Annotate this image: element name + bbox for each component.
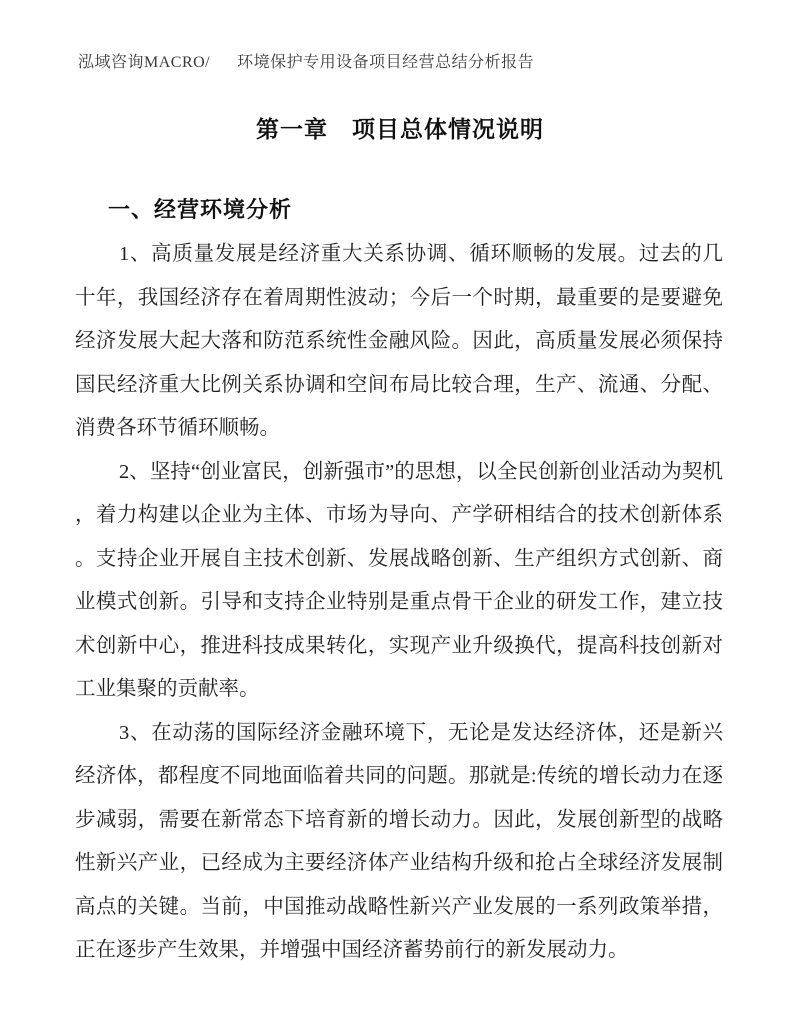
page-header bbox=[78, 49, 534, 72]
header-company-name: 泓域咨询MACRO/ bbox=[78, 54, 211, 71]
header-document-title: 环境保护专用设备项目经营总结分析报告 bbox=[237, 54, 535, 71]
section-heading: 一、经营环境分析 bbox=[108, 197, 293, 222]
chapter-title: 第一章 项目总体情况说明 bbox=[256, 117, 544, 142]
body-paragraph: 1、高质量发展是经济重大关系协调、循环顺畅的发展。过去的几十年，我国经济存在着周期性波动；今后一个时期，最重要的是要避免经济发展大起大落和防范系统性金融风险。因此，高质量发展必须保持国民经济重大比例关系协调和空间布局比较合理，生产、流通、分配、消费各环节循环顺畅。 bbox=[75, 243, 723, 439]
body-paragraph: 3、在动荡的国际经济金融环境下，无论是发达经济体，还是新兴经济体，都程度不同地面临着共同的问题。那就是:传统的增长动力在逐步减弱，需要在新常态下培育新的增长动力。因此，发展创新型的战略性新兴产业，已经成为主要经济体产业结构升级和抢占全球经济发展制高点的关键。当前，中国推动战略性新兴产业发展的一系列政策举措，正在逐步产生效果，并增强中国经济蓄势前行的新发展动力。 bbox=[75, 721, 723, 961]
document-body bbox=[75, 233, 723, 973]
body-paragraph: 2、坚持“创业富民，创新强市”的思想，以全民创新创业活动为契机，着力构建以企业为主体、市场为导向、产学研相结合的技术创新体系。支持企业开展自主技术创新、发展战略创新、生产组织方式创新、商业模式创新。引导和支持企业特别是重点骨干企业的研发工作，建立技术创新中心，推进科技成果转化，实现产业升级换代，提高科技创新对工业集聚的贡献率。 bbox=[75, 460, 723, 700]
